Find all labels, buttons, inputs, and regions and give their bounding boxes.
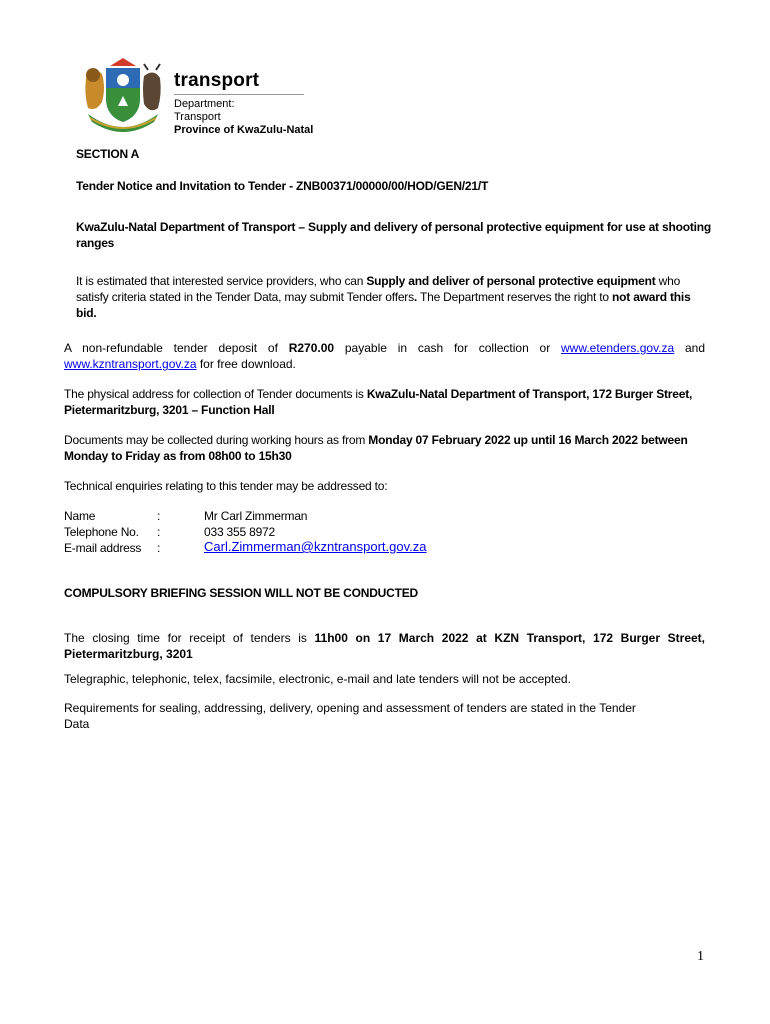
estimate-text: satisfy criteria stated in the Tender Data, may submit Tender offers bbox=[76, 290, 414, 304]
closing-emphasis: 11h00 on 17 March 2022 at KZN Transport, 172 Burger Street, bbox=[314, 631, 706, 645]
brand-divider bbox=[174, 94, 304, 95]
address-line-1 bbox=[64, 386, 709, 402]
hours-text: Documents may be collected during working hours as from bbox=[64, 433, 369, 447]
contact-email-sep: : bbox=[157, 541, 161, 555]
closing-text: The closing time for receipt of tenders is bbox=[64, 631, 315, 645]
page-number: 1 bbox=[697, 949, 704, 964]
contact-phone-sep: : bbox=[157, 525, 161, 539]
brand-name: transport bbox=[174, 70, 260, 91]
hours-line-2: Monday to Friday as from 08h00 to 15h30 bbox=[64, 449, 292, 463]
estimate-line-1 bbox=[76, 273, 711, 289]
tender-subject-line-2: ranges bbox=[76, 236, 115, 250]
deposit-text: for free download. bbox=[196, 357, 296, 371]
deposit-paragraph bbox=[64, 340, 705, 372]
deposit-line-1 bbox=[64, 340, 705, 356]
contact-phone-label: Telephone No. bbox=[64, 525, 139, 539]
hours-emphasis: Monday 07 February 2022 up until 16 March 2022 between bbox=[368, 433, 688, 447]
requirements-line-2: Data bbox=[64, 717, 90, 731]
estimate-line-2 bbox=[76, 289, 711, 305]
address-line-2: Pietermaritzburg, 3201 – Function Hall bbox=[64, 403, 275, 417]
contact-email-label: E-mail address bbox=[64, 541, 142, 555]
address-paragraph bbox=[64, 386, 709, 418]
estimate-emphasis: not award this bbox=[612, 290, 691, 304]
section-title: SECTION A bbox=[76, 147, 140, 161]
closing-line-1 bbox=[64, 630, 705, 646]
contact-email-link[interactable]: Carl.Zimmerman@kzntransport.gov.za bbox=[204, 539, 427, 554]
estimate-period: . bbox=[413, 290, 418, 304]
tender-subject-line-1: KwaZulu-Natal Department of Transport – Supply and delivery of personal protective equipment for use at shooting bbox=[76, 220, 712, 234]
department-brand-block bbox=[174, 70, 313, 137]
requirements-line-1: Requirements for sealing, addressing, delivery, opening and assessment of tenders are stated in the Tender bbox=[64, 701, 636, 715]
estimate-text: who bbox=[655, 274, 681, 288]
etenders-link[interactable]: www.etenders.gov.za bbox=[561, 341, 675, 355]
estimate-paragraph bbox=[76, 273, 711, 321]
hours-line-1 bbox=[64, 432, 709, 448]
late-tenders-notice: Telegraphic, telephonic, telex, facsimile, electronic, e-mail and late tenders will not be accepted. bbox=[64, 672, 571, 686]
deposit-text: payable in cash for collection or bbox=[334, 341, 562, 355]
deposit-text: and bbox=[674, 341, 705, 355]
province-name: Province of KwaZulu-Natal bbox=[174, 124, 314, 136]
estimate-text: It is estimated that interested service providers, who can bbox=[76, 274, 367, 288]
estimate-emphasis: Supply and deliver of personal protective equipment bbox=[366, 274, 656, 288]
enquiries-intro: Technical enquiries relating to this tender may be addressed to: bbox=[64, 479, 388, 493]
address-text: The physical address for collection of Tender documents is bbox=[64, 387, 367, 401]
briefing-notice: COMPULSORY BRIEFING SESSION WILL NOT BE CONDUCTED bbox=[64, 586, 418, 600]
department-name: Transport bbox=[174, 111, 221, 123]
deposit-text: A non-refundable tender deposit of bbox=[64, 341, 289, 355]
tender-notice-heading: Tender Notice and Invitation to Tender - ZNB00371/00000/00/HOD/GEN/21/T bbox=[76, 179, 489, 193]
deposit-line-2 bbox=[64, 356, 705, 372]
hours-paragraph bbox=[64, 432, 709, 464]
address-emphasis: KwaZulu-Natal Department of Transport, 172 Burger Street, bbox=[366, 387, 693, 401]
kzntransport-link[interactable]: www.kzntransport.gov.za bbox=[64, 357, 197, 371]
contact-name-value: Mr Carl Zimmerman bbox=[204, 509, 308, 523]
requirements-paragraph bbox=[64, 700, 709, 732]
contact-name-sep: : bbox=[157, 509, 161, 523]
contact-phone-value: 033 355 8972 bbox=[204, 525, 276, 539]
department-label: Department: bbox=[174, 98, 235, 110]
deposit-amount: R270.00 bbox=[288, 341, 335, 355]
closing-paragraph bbox=[64, 630, 705, 662]
coat-of-arms-icon bbox=[80, 58, 166, 140]
contact-name-label: Name bbox=[64, 509, 96, 523]
tender-subject bbox=[76, 219, 721, 251]
estimate-text: The Department reserves the right to bbox=[417, 290, 612, 304]
coat-of-arms-logo bbox=[80, 58, 166, 140]
estimate-line-3: bid. bbox=[76, 306, 97, 320]
closing-line-2: Pietermaritzburg, 3201 bbox=[64, 647, 193, 661]
